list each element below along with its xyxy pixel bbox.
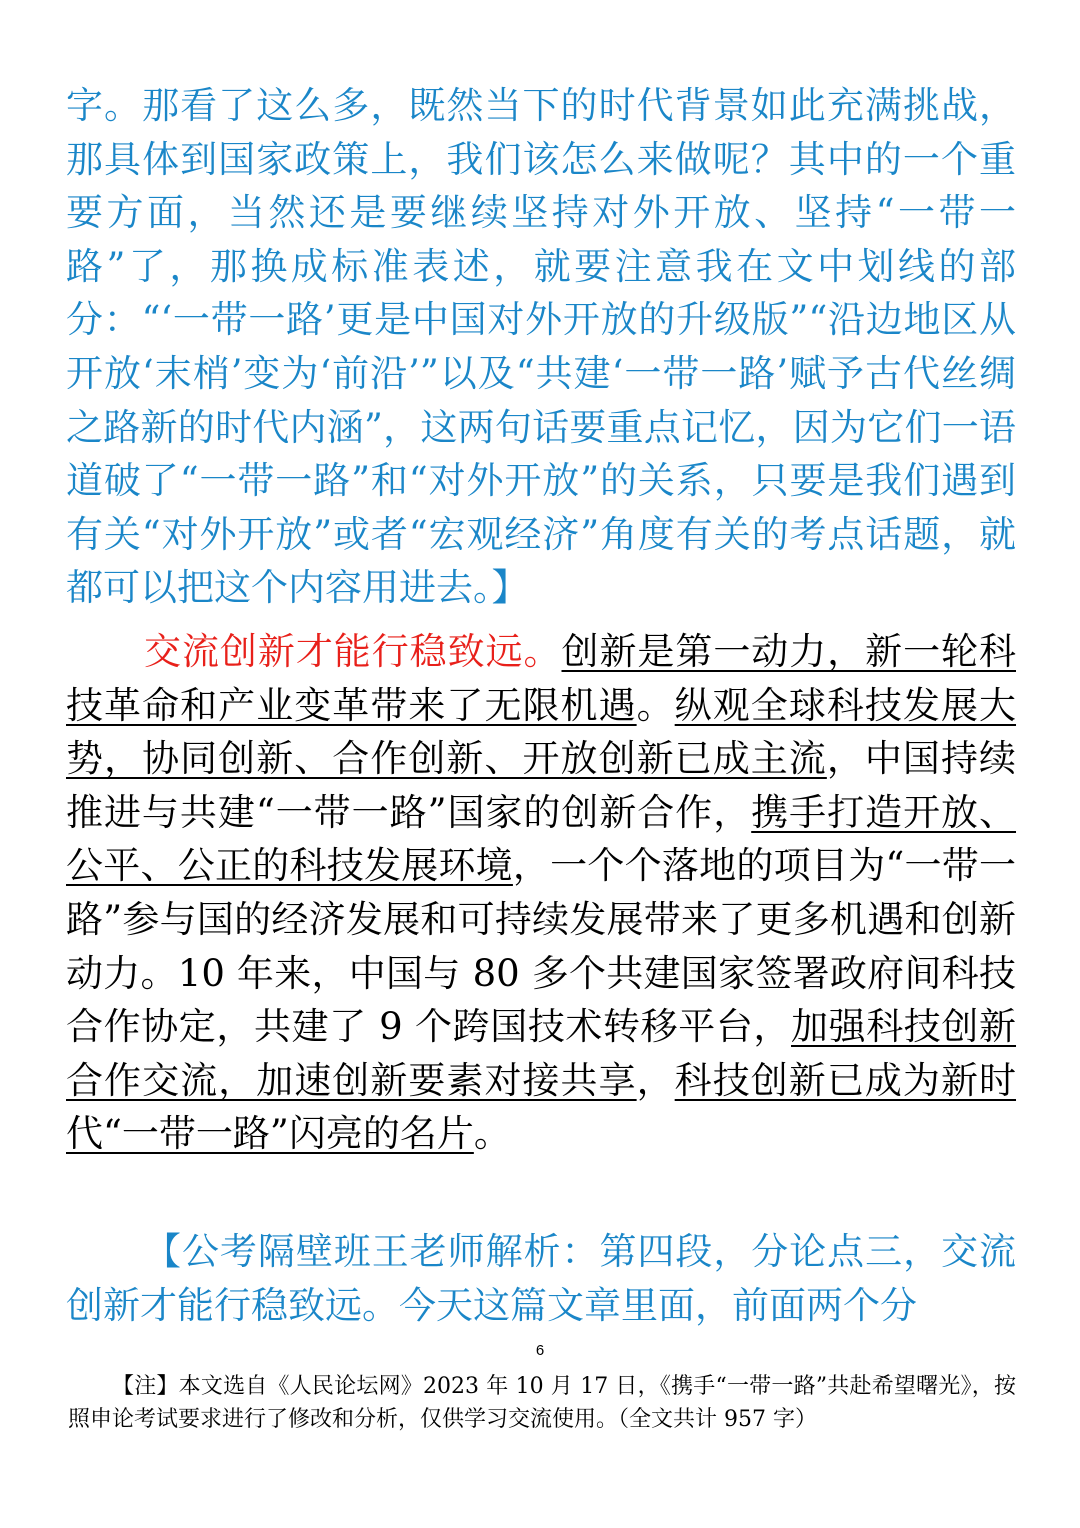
page-number: 6	[535, 1342, 545, 1359]
body-paragraph	[66, 625, 1016, 1161]
analysis-paragraph: 【公考隔壁班王老师解析：第四段，分论点三，交流创新才能行稳致远。今天这篇文章里面，前面两个分	[66, 1230, 1016, 1327]
body-text: ，中国持续推进与共建“一带一路”国家的创新合作，	[66, 737, 1017, 834]
section-heading: 交流创新才能行稳致远。	[144, 630, 562, 673]
underlined-phrase: 纵观全球科技发展大势，协同创新、合作创新、开放创新已成主流	[66, 683, 1017, 781]
underlined-phrase: 科技创新已成为新时代“一带一路”闪亮的名片	[66, 1058, 1017, 1156]
underlined-phrase: 创新是第一动力，新一轮科技革命和产业变革带来了无限机遇	[66, 630, 1016, 727]
body-text: ，一个个落地的项目为“一带一路”参与国的经济发展和可持续发展带来了更多机遇和创新动力。10 年来，中国与 80 多个共建国家签署政府间科技合作协定，共建了 9 个跨国技术转移平台，	[66, 844, 1016, 1049]
analysis-paragraph-continued: 字。那看了这么多，既然当下的时代背景如此充满挑战，那具体到国家政策上，我们该怎么来做呢？其中的一个重要方面，当然还是要继续坚持对外开放、坚持“一带一路”了，那换成标准表述，就要注意我在文中划线的部分：“‘一带一路’更是中国对外开放的升级版”“沿边地区从开放‘末梢’变为‘前沿’”以及“共建‘一带一路’赋予古代丝绸之路新的时代内涵”，这两句话要重点记忆，因为它们一语道破了“一带一路”和“对外开放”的关系，只要是我们遇到有关“对外开放”或者“宏观经济”角度有关的考点话题，就都可以把这个内容用进去。】	[66, 84, 1016, 610]
footnote: 【注】本文选自《人民论坛网》2023 年 10 月 17 日，《携手“一带一路”共赴希望曙光》，按照申论考试要求进行了修改和分析，仅供学习交流使用。（全文共计 957 字）	[68, 1374, 1016, 1432]
body-text: ，	[636, 1058, 675, 1102]
body-text: 。	[473, 1112, 511, 1156]
underlined-phrase: 加强科技创新合作交流，加速创新要素对接共享	[66, 1005, 1017, 1102]
body-text: 。	[636, 683, 675, 727]
underlined-phrase: 携手打造开放、公平、公正的科技发展环境	[66, 790, 1017, 888]
